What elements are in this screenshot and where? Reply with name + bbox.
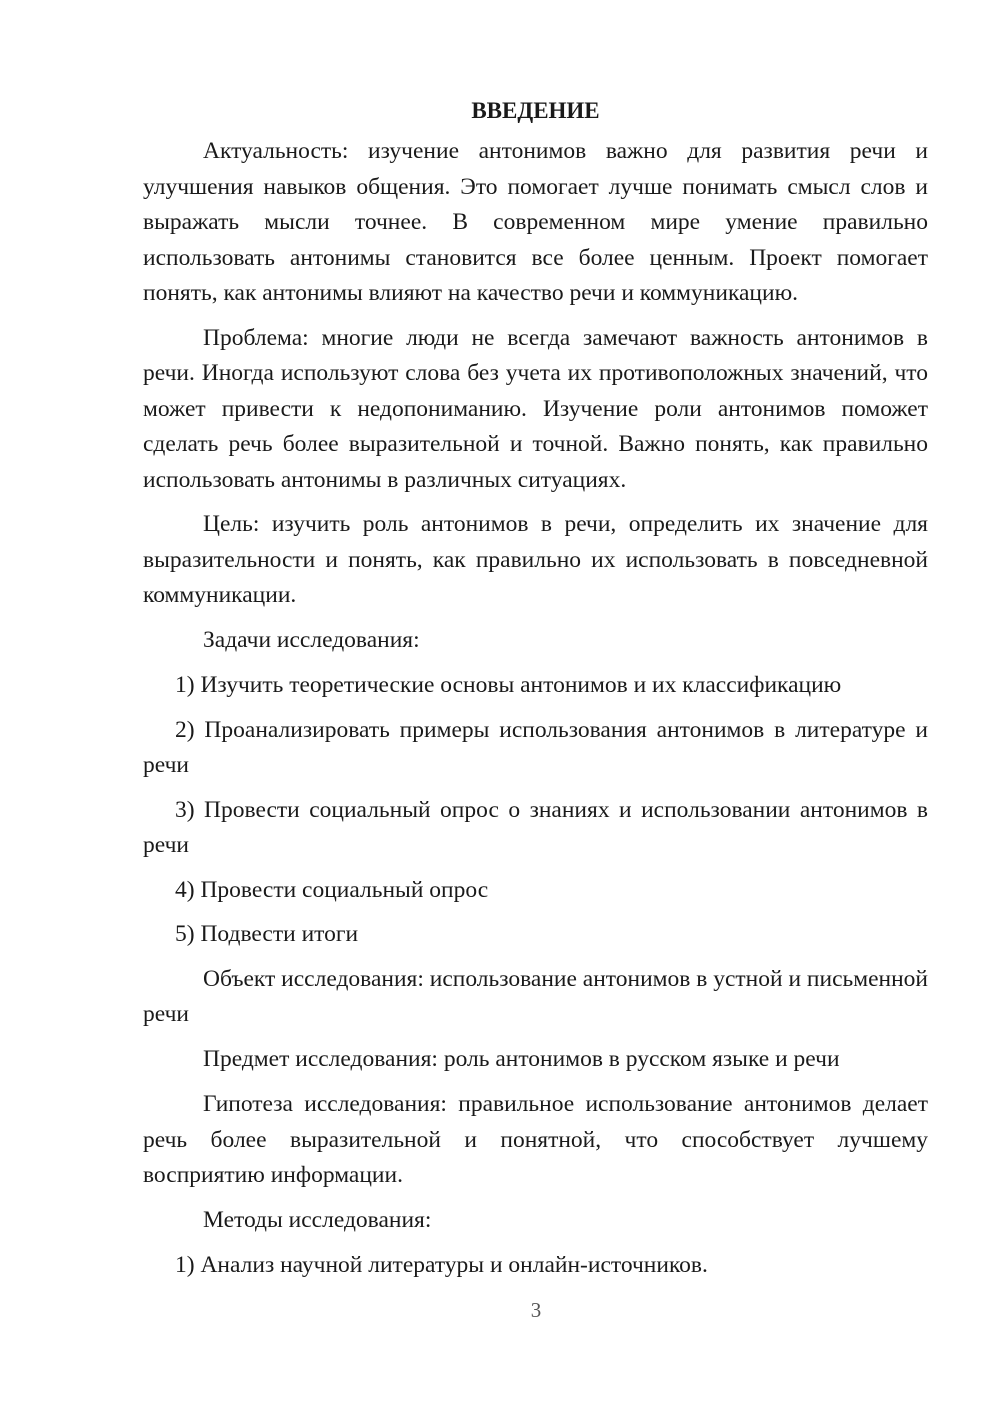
task-item-4: 4) Провести социальный опрос — [175, 876, 489, 903]
page-content — [143, 96, 928, 1293]
paragraph-subject: Предмет исследования: роль антонимов в русском языке и речи — [203, 1045, 840, 1072]
paragraph-hypothesis: Гипотеза исследования: правильное использование антонимов делает речь более выразительной и понятной, что способствует лучшему восприятию информации. — [143, 1091, 928, 1188]
paragraph-goal: Цель: изучить роль антонимов в речи, определить их значение для выразительности и понять, как правильно их использовать в повседневной коммуникации. — [143, 511, 928, 608]
paragraph-object: Объект исследования: использование антонимов в устной и письменной речи — [143, 965, 928, 1027]
section-title: ВВЕДЕНИЕ — [471, 98, 600, 123]
task-item-5: 5) Подвести итоги — [175, 921, 359, 947]
task-item-3: 3) Провести социальный опрос о знаниях и использовании антонимов в речи — [143, 796, 928, 858]
paragraph-problem: Проблема: многие люди не всегда замечают важность антонимов в речи. Иногда используют слова без учета их противоположных значений, что может привести к недопониманию. Изучение роли антонимов поможет сделать речь более выразительной и точной. Важно понять, как правильно использовать антонимы в различных ситуациях. — [143, 324, 928, 493]
page-number: 3 — [530, 1298, 542, 1322]
methods-heading: Методы исследования: — [203, 1206, 432, 1233]
task-item-1: 1) Изучить теоретические основы антонимов и их классификацию — [175, 672, 842, 698]
task-item-2: 2) Проанализировать примеры использования антонимов в литературе и речи — [143, 716, 928, 778]
paragraph-relevance: Актуальность: изучение антонимов важно для развития речи и улучшения навыков общения. Это помогает лучше понимать смысл слов и выражать мысли точнее. В современном мире умение правильно использовать антонимы становится все более ценным. Проект помогает понять, как антонимы влияют на качество речи и коммуникацию. — [143, 138, 928, 306]
tasks-heading: Задачи исследования: — [203, 626, 420, 653]
method-item-1: 1) Анализ научной литературы и онлайн-источников. — [175, 1252, 708, 1278]
